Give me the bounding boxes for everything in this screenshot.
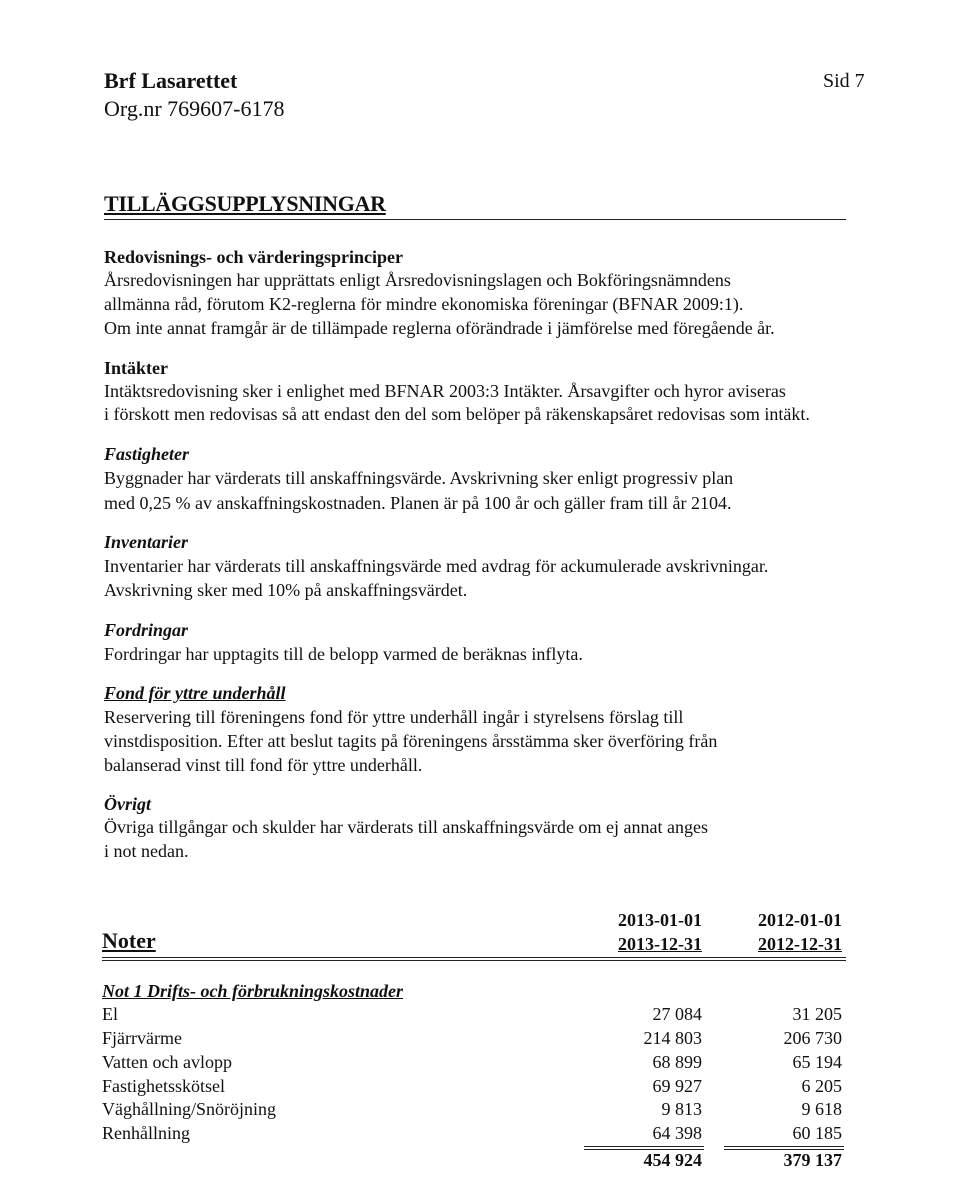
notes-heading: Noter [102, 928, 156, 953]
text-line: Inventarier har värderats till anskaffningsvärde med avdrag för ackumulerade avskrivningar. [104, 556, 769, 576]
row-label: Väghållning/Snöröjning [102, 1099, 276, 1119]
text-line: i förskott men redovisas så att endast den del som belöper på räkenskapsåret redovisas som intäkt. [104, 404, 810, 424]
row-value-2012: 65 194 [792, 1052, 842, 1072]
section-heading-other: Övrigt [104, 794, 151, 814]
total-2013: 454 924 [643, 1150, 702, 1170]
notes-rule [102, 960, 846, 961]
row-label: Vatten och avlopp [102, 1052, 232, 1072]
note1-title: Not 1 Drifts- och förbrukningskostnader [102, 981, 404, 1001]
page-number: Sid 7 [823, 70, 865, 92]
text-line: Övriga tillgångar och skulder har värderats till anskaffningsvärde om ej annat anges [104, 817, 708, 837]
text-line: Årsredovisningen har upprättats enligt Årsredovisningslagen och Bokföringsnämndens [104, 270, 731, 290]
total-2012: 379 137 [783, 1150, 842, 1170]
row-value-2013: 68 899 [652, 1052, 702, 1072]
col1-to: 2013-12-31 [618, 934, 702, 954]
text-line: Om inte annat framgår är de tillämpade reglerna oförändrade i jämförelse med föregående år. [104, 318, 775, 338]
row-value-2012: 6 205 [801, 1076, 842, 1096]
row-value-2012: 31 205 [792, 1004, 842, 1024]
row-value-2013: 69 927 [652, 1076, 702, 1096]
row-label: Fastighetsskötsel [102, 1076, 226, 1096]
col2-to: 2012-12-31 [758, 934, 842, 954]
association-name: Brf Lasarettet [104, 68, 238, 93]
text-line: balanserad vinst till fond för yttre underhåll. [104, 755, 423, 775]
section-heading-receivables: Fordringar [104, 620, 189, 640]
text-line: allmänna råd, förutom K2-reglerna för mindre ekonomiska föreningar (BFNAR 2009:1). [104, 294, 744, 314]
col1-from: 2013-01-01 [618, 910, 702, 930]
row-label: Fjärrvärme [102, 1028, 182, 1048]
text-line: med 0,25 % av anskaffningskostnaden. Planen är på 100 år och gäller fram till år 2104. [104, 493, 732, 513]
total-rule-2012 [724, 1146, 844, 1147]
row-value-2013: 214 803 [643, 1028, 702, 1048]
col2-from: 2012-01-01 [758, 910, 842, 930]
row-label: Renhållning [102, 1123, 190, 1143]
notes-rule [102, 957, 846, 958]
row-value-2012: 60 185 [792, 1123, 842, 1143]
title-rule [104, 219, 846, 220]
section-heading-revenue: Intäkter [104, 358, 168, 378]
text-line: Avskrivning sker med 10% på anskaffningsvärdet. [104, 580, 468, 600]
text-line: Reservering till föreningens fond för yttre underhåll ingår i styrelsens förslag till [104, 707, 684, 727]
section-heading-equipment: Inventarier [104, 532, 189, 552]
row-label: El [102, 1004, 118, 1024]
total-rule-2013 [584, 1146, 704, 1147]
text-line: Byggnader har värderats till anskaffningsvärde. Avskrivning sker enligt progressiv plan [104, 468, 734, 488]
text-line: Intäktsredovisning sker i enlighet med BFNAR 2003:3 Intäkter. Årsavgifter och hyror aviseras [104, 381, 786, 401]
text-line: vinstdisposition. Efter att beslut tagits på föreningens årsstämma sker överföring från [104, 731, 718, 751]
org-number: Org.nr 769607-6178 [104, 96, 285, 121]
section-heading-maintenance-fund: Fond för yttre underhåll [104, 683, 286, 703]
row-value-2012: 206 730 [783, 1028, 842, 1048]
section-heading-properties: Fastigheter [104, 444, 190, 464]
row-value-2013: 27 084 [652, 1004, 702, 1024]
text-line: Fordringar har upptagits till de belopp varmed de beräknas inflyta. [104, 644, 583, 664]
text-line: i not nedan. [104, 841, 189, 861]
row-value-2013: 64 398 [652, 1123, 702, 1143]
section-heading-principles: Redovisnings- och värderingsprinciper [104, 247, 404, 267]
row-value-2012: 9 618 [801, 1099, 842, 1119]
row-value-2013: 9 813 [661, 1099, 702, 1119]
page-title: TILLÄGGSUPPLYSNINGAR [104, 191, 386, 216]
